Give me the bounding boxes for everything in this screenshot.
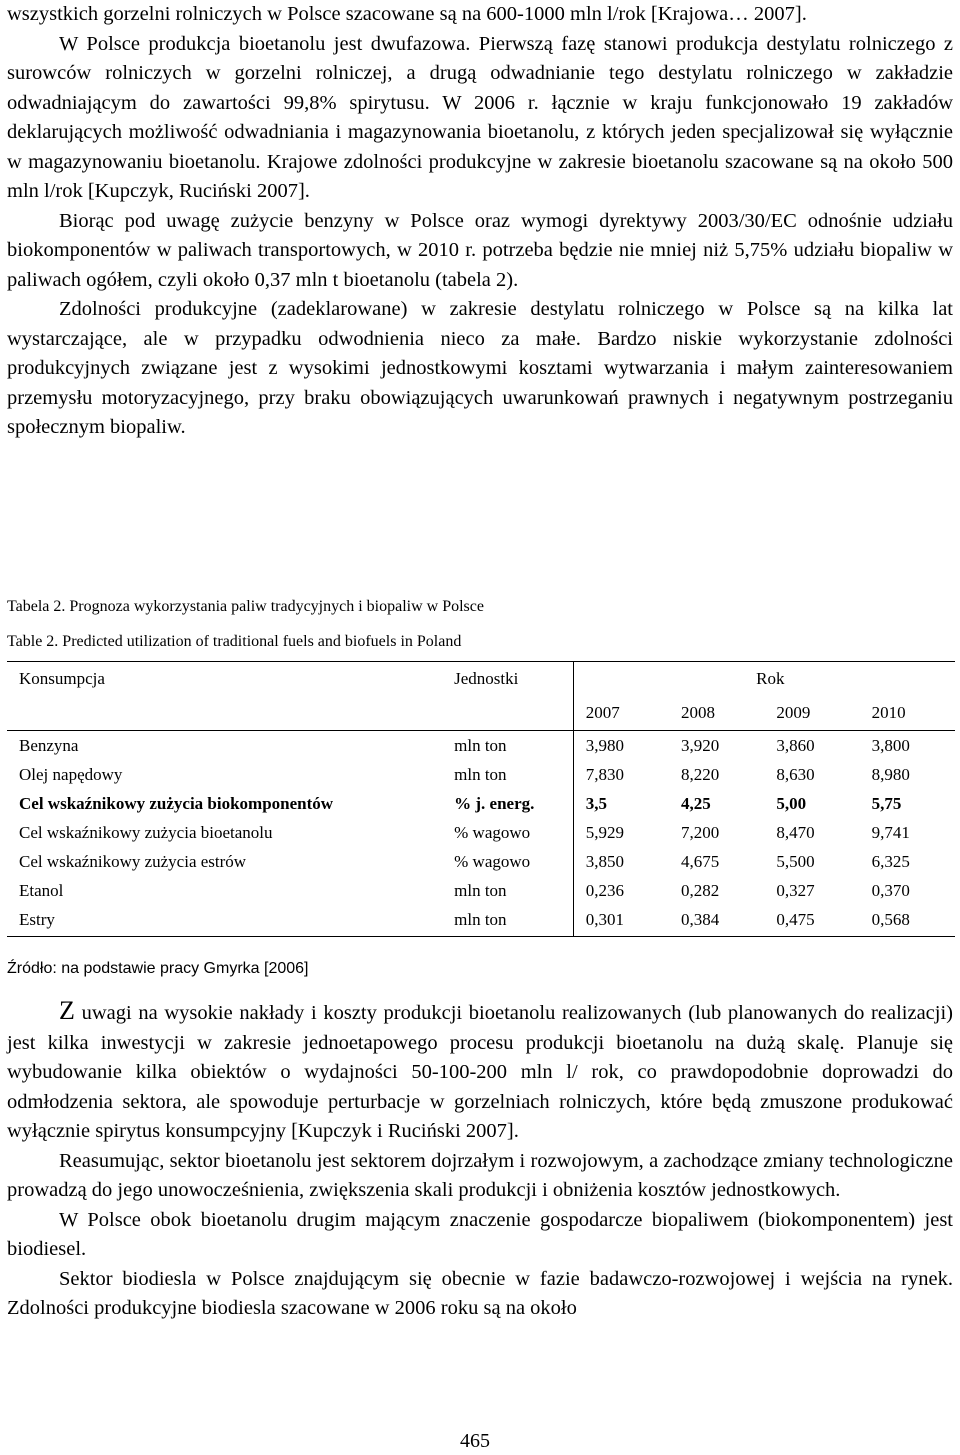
year-cell: 2007	[573, 696, 669, 731]
table-row: Benzyna mln ton 3,980 3,920 3,860 3,800	[7, 731, 955, 761]
text-block-bottom	[7, 996, 953, 1324]
year-cell: 2008	[681, 703, 716, 722]
header-units: Jednostki	[442, 662, 573, 697]
table-row: Estry mln ton 0,301 0,384 0,475 0,568	[7, 905, 955, 934]
year-cell: 2010	[871, 703, 906, 722]
paragraph: Reasumując, sektor bioetanolu jest sektorem dojrzałym i rozwojowym, a zachodzące zmiany technologiczne prowadzą do jego unowocześnienia, zwiększenia skali produkcji i obniżenia kosztów jednostkowych.	[7, 1149, 953, 1201]
year-cell: 2009	[776, 703, 811, 722]
table-caption-en: Table 2. Predicted utilization of traditional fuels and biofuels in Poland	[7, 633, 462, 650]
paragraph: Sektor biodiesla w Polsce znajdującym się obecnie w fazie badawczo-rozwojowej i wejścia na rynek. Zdolności produkcyjne biodiesla szacowane w 2006 roku są na około	[7, 1267, 953, 1319]
header-consumption: Konsumpcja	[7, 662, 442, 697]
paragraph: Biorąc pod uwagę zużycie benzyny w Polsce oraz wymogi dyrektywy 2003/30/EC odnośnie udziału biokomponentów w paliwach transportowych, w 2010 r. potrzeba będzie nie mniej niż 5,75% udziału biopaliw w paliwach ogółem, czyli około 0,37 mln t bioetanolu (tabela 2).	[7, 209, 953, 291]
table-caption-pl: Tabela 2. Prognoza wykorzystania paliw tradycyjnych i biopaliw w Polsce	[7, 598, 484, 615]
table-row: Etanol mln ton 0,236 0,282 0,327 0,370	[7, 876, 955, 905]
initial-letter: Z	[59, 996, 75, 1025]
paragraph: W Polsce produkcja bioetanolu jest dwufazowa. Pierwszą fazę stanowi produkcja destylatu rolniczego z surowców rolniczych w gorzelni rolniczej, a drugą odwadnianie tego destylatu rolniczego w zakładzie odwadniającym do zawartości 99,8% spirytusu. W 2006 r. łącznie w kraju funkcjonowało 19 zakładów deklarujących możliwość odwadniania i magazynowania bioetanolu, z których jeden specjalizował się wyłącznie w magazynowaniu bioetanolu. Krajowe zdolności produkcyjne w zakresie bioetanolu szacowane są na około 500 mln l/rok [Kupczyk, Ruciński 2007].	[7, 32, 953, 202]
paragraph: Z uwagi na wysokie nakłady i koszty produkcji bioetanolu realizowanych (lub planowanych do realizacji) jest kilka inwestycji w zakresie jednoetapowego procesu produkcji bioetanolu na dużą skalę. Planuje się wybudowanie kilka obiektów o wydajności 50-100-200 mln l/ rok, co prawdopodobnie doprowadzi do odmłodzenia sektora, ale spowoduje perturbacje w gorzelniach rolniczych, które będą zmuszone produkować wyłącznie spirytus konsumpcyjny [Kupczyk i Ruciński 2007].	[7, 996, 953, 1142]
table-row: Olej napędowy mln ton 7,830 8,220 8,630 8,980	[7, 760, 955, 789]
header-year: Rok	[573, 662, 955, 697]
table-header-row	[7, 662, 955, 697]
fuel-forecast-table	[7, 661, 955, 937]
table-row: Cel wskaźnikowy zużycia bioetanolu % wagowo 5,929 7,200 8,470 9,741	[7, 818, 955, 847]
paragraph: Zdolności produkcyjne (zadeklarowane) w zakresie destylatu rolniczego w Polsce są na kilka lat wystarczające, ale w przypadku odwodnienia nieco za małe. Bardzo niskie wykorzystanie zdolności produkcyjnych związane jest z wysokimi jednostkowymi kosztami wytwarzania i małym zainteresowaniem przemysłu motoryzacyjnego, przy braku obowiązujących uwarunkowań prawnych i negatywnym postrzeganiu społecznym biopaliw.	[7, 298, 953, 438]
table-row: Cel wskaźnikowy zużycia estrów % wagowo 3,850 4,675 5,500 6,325	[7, 847, 955, 876]
text-block-top	[7, 0, 953, 443]
page-number: 465	[460, 1430, 490, 1452]
paragraph: wszystkich gorzelni rolniczych w Polsce szacowane są na 600-1000 mln l/rok [Krajowa… 2007].	[7, 3, 807, 25]
table-years-row	[7, 696, 955, 731]
paragraph: W Polsce obok bioetanolu drugim mającym znaczenie gospodarcze biopaliwem (biokomponentem) jest biodiesel.	[7, 1208, 953, 1260]
table-row-highlight: Cel wskaźnikowy zużycia biokomponentów % j. energ. 3,5 4,25 5,00 5,75	[7, 789, 955, 818]
table-source: Źródło: na podstawie pracy Gmyrka [2006]	[7, 960, 309, 977]
